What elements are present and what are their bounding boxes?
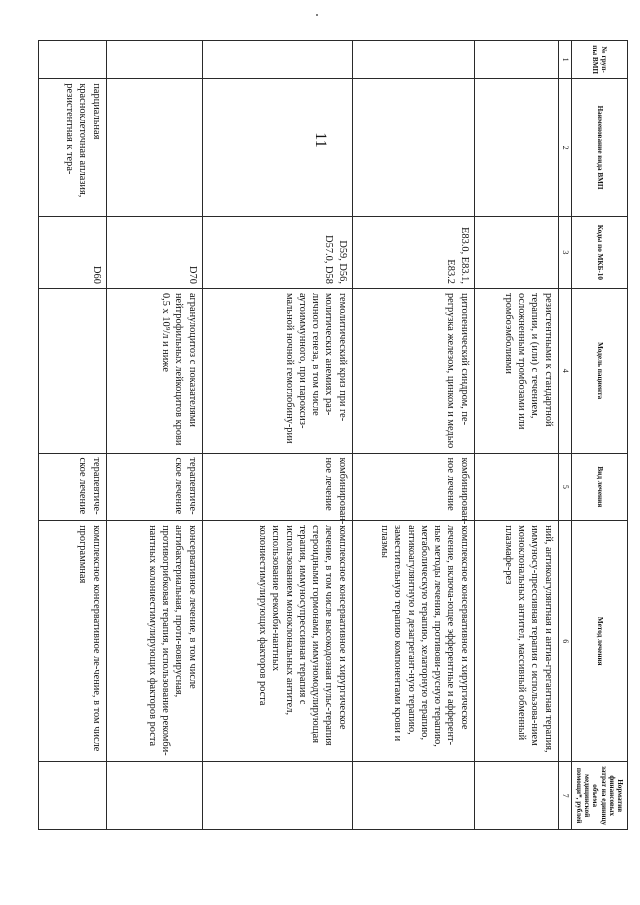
cell-icd-codes: D60 <box>39 216 107 288</box>
cell-vmp-name <box>106 79 202 217</box>
cell-treatment-method: ний, антикоагулянтная и антиа-грегантная терапия, иммуносу-прессивная терапия с использова-нием моноклональных антител, массивный обменный плазмафе-рез <box>474 521 558 762</box>
rotated-page-area <box>38 40 628 830</box>
column-number-6: 6 <box>558 521 571 762</box>
column-number-5: 5 <box>558 453 571 521</box>
cell-treatment-method: комплексное консервативное и хирургическое лечение, включа-ющее эфферентные и афферент-ные методы лечения, противови-русную терапию, метаболическую терапию, хелаторную терапию, антикоагулянтную и дезагрегант-ную терапию, заместительную терапию компонентами крови и плазмы <box>352 521 474 762</box>
cell-patient-model: цитопенический синдром, пе-регрузка железом, цинком и медью <box>352 288 474 453</box>
table-row <box>39 41 107 830</box>
cell-financial-norm <box>474 762 558 830</box>
column-number-2: 2 <box>558 79 571 217</box>
column-number-4: 4 <box>558 288 571 453</box>
header-group-number: № груп- пы ВМП <box>572 41 628 79</box>
cell-financial-norm <box>106 762 202 830</box>
table-row <box>202 41 352 830</box>
header-patient-model: Модель пациента <box>572 288 628 453</box>
cell-group <box>39 41 107 79</box>
cell-vmp-name <box>352 79 474 217</box>
cell-vmp-name <box>474 79 558 217</box>
cell-financial-norm <box>39 762 107 830</box>
cell-treatment-type: комбинирован-ное лечение <box>202 453 352 521</box>
header-vmp-name: Наименование вида ВМП <box>572 79 628 217</box>
column-number-7: 7 <box>558 762 571 830</box>
cell-financial-norm <box>202 762 352 830</box>
column-number-row <box>558 41 571 830</box>
column-number-1: 1 <box>558 41 571 79</box>
cell-treatment-type <box>474 453 558 521</box>
header-financial-norm: Норматив финансовых затрат на единицу объема медицинской помощи*, рублей <box>572 762 628 830</box>
rotated-table-container <box>38 40 628 830</box>
cell-vmp-name <box>202 79 352 217</box>
cell-patient-model: гемолитический криз при ге-молитических анемиях раз-личного генеза, в том числе аутоиммунного, при пароксиз-мальной ночной гемоглобину-рии <box>202 288 352 453</box>
cell-treatment-type: терапевтиче-ское лечение <box>39 453 107 521</box>
page-number: 11 <box>312 132 329 148</box>
cell-patient-model: агранулоцитоз с показателями нейтрофильных лейкоцитов крови 0,5 x 10⁹/л и ниже <box>106 288 202 453</box>
scan-speck <box>316 14 318 16</box>
header-icd-codes: Коды по МКБ-10 <box>572 216 628 288</box>
cell-group <box>474 41 558 79</box>
column-number-3: 3 <box>558 216 571 288</box>
cell-group <box>352 41 474 79</box>
vmp-table <box>38 40 628 830</box>
cell-vmp-name: парциальная красноклеточная аплазия, резистентная к тера- <box>39 79 107 217</box>
cell-icd-codes: E83.0, E83.1, E83.2 <box>352 216 474 288</box>
cell-icd-codes: D59, D56, D57.0, D58 <box>202 216 352 288</box>
table-row <box>106 41 202 830</box>
cell-icd-codes: D70 <box>106 216 202 288</box>
cell-treatment-method: консервативное лечение, в том числе антибактериальная, проти-вовирусная, противогрибковая терапия, использование рекомби-нантных колониестимулирующих факторов роста <box>106 521 202 762</box>
cell-patient-model: резистентными к стандартной терапии, и (или) с течением, осложненным тромбозами или тромбоэмболиями <box>474 288 558 453</box>
cell-treatment-type: терапевтиче-ское лечение <box>106 453 202 521</box>
cell-treatment-method: комплексное консервативное ле-чение, в том числе программная <box>39 521 107 762</box>
header-row <box>572 41 628 830</box>
cell-financial-norm <box>352 762 474 830</box>
table-row <box>352 41 474 830</box>
cell-patient-model <box>39 288 107 453</box>
cell-treatment-type: комбинирован-ное лечение <box>352 453 474 521</box>
cell-treatment-method: комплексное консервативное и хирургическое лечение, в том числе высокодозная пульс-терапия стероидными гормонами, иммуномодулирующая терапия, иммуносупрессивная терапия с использованием моноклональных антител, использование рекомби-нантных колониестимулирующих факторов роста <box>202 521 352 762</box>
cell-group <box>202 41 352 79</box>
cell-group <box>106 41 202 79</box>
cell-icd-codes <box>474 216 558 288</box>
table-row <box>474 41 558 830</box>
header-treatment-type: Вид лечения <box>572 453 628 521</box>
header-treatment-method: Метод лечения <box>572 521 628 762</box>
